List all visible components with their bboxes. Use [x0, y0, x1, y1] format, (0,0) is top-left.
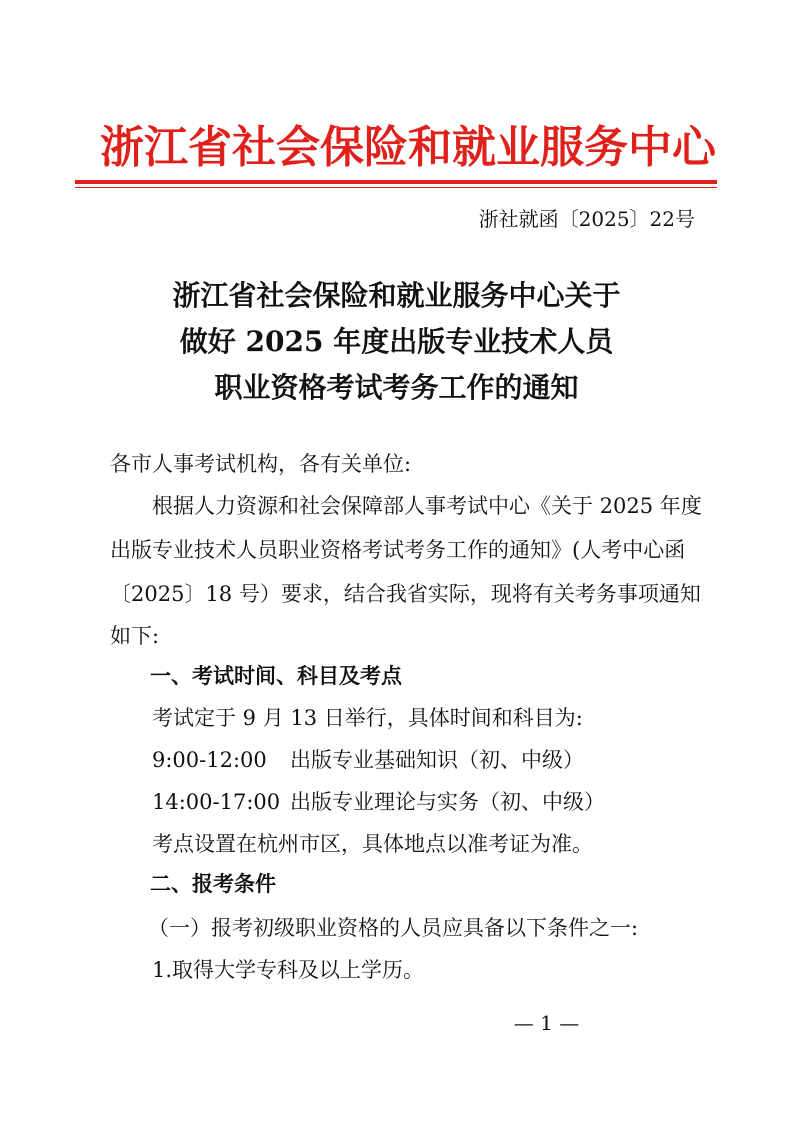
intro-line-1: 根据人力资源和社会保障部人事考试中心《关于 2025 年度	[152, 494, 702, 518]
exam-date-line: 考试定于 9 月 13 日举行，具体时间和科目为:	[152, 706, 583, 730]
title-line-3: 职业资格考试考务工作的通知	[214, 371, 579, 404]
section2-item1: 1.取得大学专科及以上学历。	[152, 958, 425, 982]
title-line-2: 做好 2025 年度出版专业技术人员	[179, 325, 614, 358]
page-number: — 1 —	[513, 1011, 580, 1035]
salutation: 各市人事考试机构，各有关单位:	[110, 452, 412, 476]
schedule-subject-1: 出版专业基础知识（初、中级）	[290, 748, 584, 772]
schedule-time-1: 9:00-12:00	[152, 748, 267, 772]
intro-line-2: 出版专业技术人员职业资格考试考务工作的通知》(人考中心函	[110, 538, 686, 562]
title-line-1: 浙江省社会保险和就业服务中心关于	[172, 279, 621, 312]
section1-heading: 一、考试时间、科目及考点	[150, 664, 402, 688]
section2-sub1: （一）报考初级职业资格的人员应具备以下条件之一:	[148, 916, 639, 940]
section2-heading: 二、报考条件	[150, 872, 276, 896]
exam-location: 考点设置在杭州市区，具体地点以准考证为准。	[152, 832, 593, 856]
intro-line-4: 如下:	[110, 624, 160, 648]
header-rule-thick	[75, 180, 717, 184]
header-rule-thin	[75, 187, 717, 188]
organization-header: 浙江省社会保险和就业服务中心	[100, 122, 716, 173]
intro-line-3: 〔2025〕18 号）要求，结合我省实际，现将有关考务事项通知	[110, 582, 701, 606]
schedule-time-2: 14:00-17:00	[152, 790, 281, 814]
document-number: 浙社就函〔2025〕22号	[478, 207, 695, 231]
schedule-subject-2: 出版专业理论与实务（初、中级）	[290, 790, 605, 814]
